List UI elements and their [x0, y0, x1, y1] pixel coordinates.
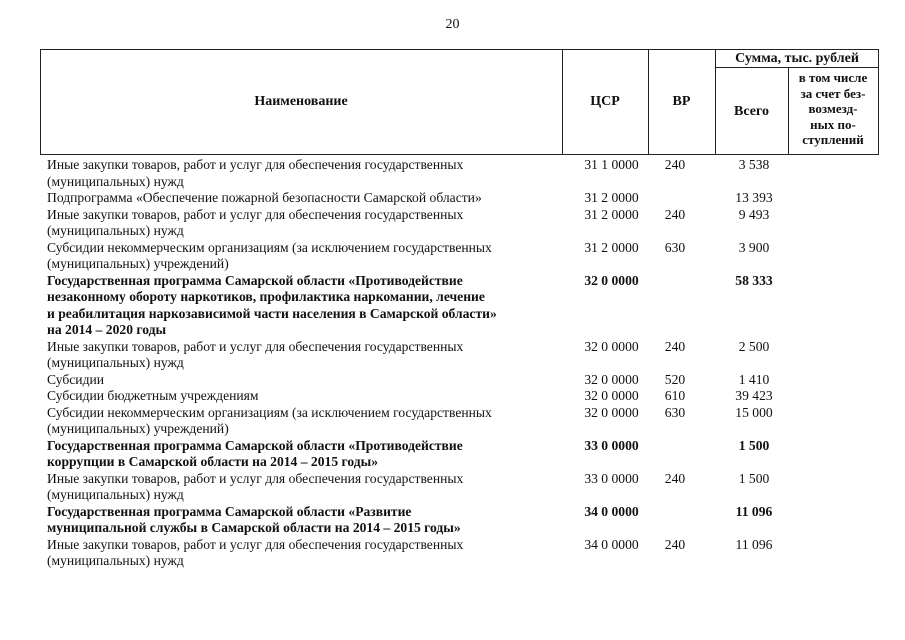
row-name-line: Государственная программа Самарской области «Развитие: [47, 503, 412, 519]
header-name: Наименование: [254, 94, 348, 109]
row-incl: [809, 405, 877, 438]
row-total: 39 423: [735, 388, 773, 403]
header-incl-line: в том числе: [798, 70, 868, 85]
row-name-line: (муниципальных) нужд: [47, 173, 184, 189]
table-row: [47, 190, 877, 207]
row-vr: 520: [664, 371, 686, 387]
row-name-line: Государственная программа Самарской области «Противодействие: [47, 437, 463, 453]
table-row: [47, 240, 877, 273]
row-name-line: Иные закупки товаров, работ и услуг для обеспечения государственных: [47, 470, 464, 486]
row-name-line: Иные закупки товаров, работ и услуг для обеспечения государственных: [47, 206, 464, 222]
row-name-line: Субсидии некоммерческим организациям (за исключением государственных: [47, 239, 492, 255]
row-csr: 31 2 0000: [584, 239, 639, 255]
row-incl: [809, 537, 877, 570]
row-csr: 33 0 0000: [584, 470, 639, 486]
row-name-line: Иные закупки товаров, работ и услуг для обеспечения государственных: [47, 157, 464, 172]
table-row: [47, 438, 877, 471]
page-number: 20: [445, 17, 460, 32]
row-total: 1 410: [738, 371, 770, 387]
row-csr: 33 0 0000: [584, 437, 639, 453]
row-name-line: Иные закупки товаров, работ и услуг для обеспечения государственных: [47, 338, 464, 354]
header-incl: [788, 70, 878, 148]
row-vr: 240: [664, 338, 686, 354]
table-row: [47, 207, 877, 240]
header-sum: Сумма, тыс. рублей: [735, 51, 859, 66]
table-row: [47, 157, 877, 190]
row-name-line: Иные закупки товаров, работ и услуг для обеспечения государственных: [47, 536, 464, 552]
row-incl: [809, 190, 877, 207]
row-vr: 240: [664, 536, 686, 552]
row-name-line: и реабилитация наркозависимой части населения в Самарской области»: [47, 305, 497, 321]
row-name-line: Подпрограмма «Обеспечение пожарной безопасности Самарской области»: [47, 190, 482, 205]
row-name-line: Субсидии бюджетным учреждениям: [47, 388, 259, 403]
header-bottom-border: [40, 154, 879, 155]
row-name-line: Государственная программа Самарской области «Противодействие: [47, 272, 463, 288]
row-csr: 32 0 0000: [584, 338, 639, 354]
row-incl: [809, 157, 877, 190]
header-incl-line: ных по-: [810, 116, 856, 132]
table-row: [47, 339, 877, 372]
row-name: [47, 339, 572, 372]
row-name-line: (муниципальных) нужд: [47, 355, 184, 370]
row-name: [47, 388, 572, 405]
table-row: [47, 405, 877, 438]
row-total: 13 393: [735, 190, 773, 205]
table-row: [47, 471, 877, 504]
row-total: 3 900: [738, 239, 770, 255]
row-incl: [809, 339, 877, 372]
row-name: [47, 405, 572, 438]
table-header: [40, 49, 879, 155]
row-incl: [809, 438, 877, 471]
row-name-line: коррупции в Самарской области на 2014 – 2015 годы»: [47, 454, 379, 469]
row-incl: [809, 273, 877, 339]
table-row: [47, 273, 877, 339]
header-total: Всего: [734, 104, 769, 119]
row-name: [47, 240, 572, 273]
table-row: [47, 504, 877, 537]
row-csr: 31 1 0000: [584, 157, 639, 172]
row-name: [47, 190, 572, 207]
row-csr: 32 0 0000: [584, 371, 639, 387]
row-total: 2 500: [738, 338, 770, 354]
row-name-line: на 2014 – 2020 годы: [47, 322, 167, 337]
table-row: [47, 388, 877, 405]
row-csr: 32 0 0000: [584, 404, 639, 420]
row-name-line: (муниципальных) нужд: [47, 223, 184, 238]
row-incl: [809, 471, 877, 504]
sum-divider: [715, 67, 879, 68]
header-incl-line: возмезд-: [808, 101, 858, 116]
row-csr: 34 0 0000: [584, 536, 639, 552]
row-name: [47, 537, 572, 570]
row-total: 11 096: [735, 503, 773, 519]
row-total: 9 493: [738, 206, 770, 222]
row-vr: [651, 438, 699, 471]
table-body: [47, 157, 877, 570]
row-name-line: Субсидии некоммерческим организациям (за исключением государственных: [47, 404, 492, 420]
header-top-border: [40, 49, 879, 50]
row-csr: 31 2 0000: [584, 206, 639, 222]
table-row: [47, 372, 877, 389]
row-vr: [651, 190, 699, 207]
row-name: [47, 157, 572, 190]
row-incl: [809, 240, 877, 273]
row-total: 11 096: [735, 536, 773, 552]
row-vr: 240: [664, 470, 686, 486]
row-csr: 34 0 0000: [584, 503, 639, 519]
row-name: [47, 273, 572, 339]
row-name: [47, 207, 572, 240]
row-total: 3 538: [738, 157, 770, 172]
row-name: [47, 504, 572, 537]
row-csr: 32 0 0000: [584, 272, 639, 288]
row-vr: 630: [664, 239, 686, 255]
row-total: 58 333: [735, 272, 773, 288]
header-vr: ВР: [672, 94, 691, 109]
row-vr: 240: [664, 206, 686, 222]
row-incl: [809, 388, 877, 405]
row-vr: 610: [664, 388, 686, 403]
row-name-line: муниципальной службы в Самарской области на 2014 – 2015 годы»: [47, 520, 461, 535]
row-incl: [809, 504, 877, 537]
row-vr: 630: [664, 404, 686, 420]
row-name-line: (муниципальных) нужд: [47, 487, 184, 502]
header-incl-line: ступлений: [802, 132, 864, 147]
row-name-line: (муниципальных) учреждений): [47, 256, 229, 271]
row-name: [47, 471, 572, 504]
header-csr: ЦСР: [590, 94, 620, 109]
header-incl-line: за счет без-: [800, 85, 866, 101]
row-vr: [651, 504, 699, 537]
row-name-line: незаконному обороту наркотиков, профилактика наркомании, лечение: [47, 289, 485, 304]
row-name-line: (муниципальных) учреждений): [47, 421, 229, 436]
row-csr: 31 2 0000: [584, 190, 639, 205]
row-name: [47, 438, 572, 471]
row-total: 1 500: [738, 437, 770, 453]
row-name-line: (муниципальных) нужд: [47, 553, 184, 568]
row-name: [47, 372, 572, 389]
table-row: [47, 537, 877, 570]
row-vr: [651, 273, 699, 339]
row-incl: [809, 372, 877, 389]
row-name-line: Субсидии: [47, 371, 105, 387]
row-total: 1 500: [738, 470, 770, 486]
row-vr: 240: [664, 157, 686, 172]
row-total: 15 000: [735, 404, 773, 420]
row-incl: [809, 207, 877, 240]
row-csr: 32 0 0000: [584, 388, 639, 403]
